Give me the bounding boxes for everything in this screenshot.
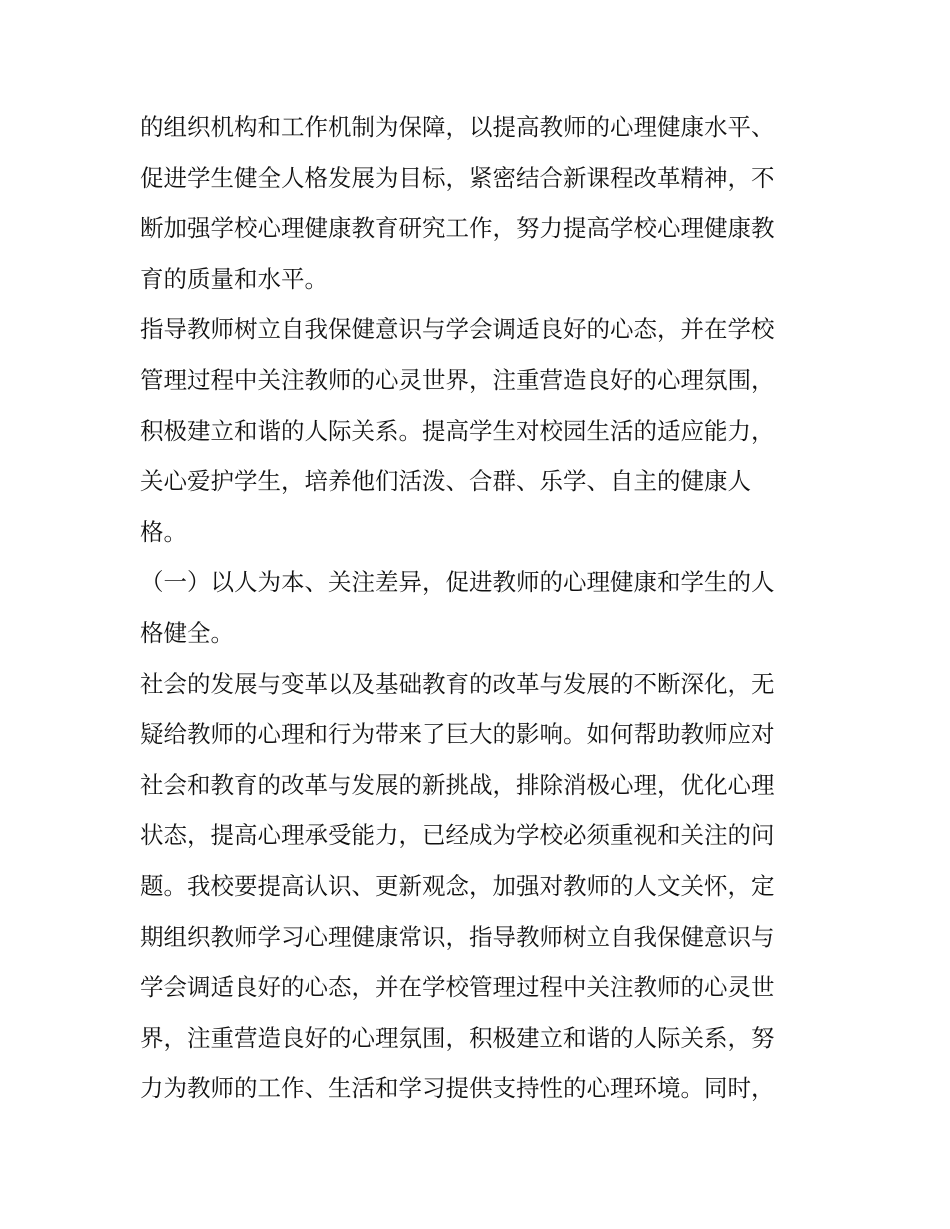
text-line: 社会的发展与变革以及基础教育的改革与发展的不断深化，无: [140, 669, 775, 698]
section-heading-line: （一）以人为本、关注差异，促进教师的心理健康和学生的人: [140, 568, 775, 597]
text-line: 期组织教师学习心理健康常识，指导教师树立自我保健意识与: [140, 922, 775, 951]
text-line: 断加强学校心理健康教育研究工作，努力提高学校心理健康教: [140, 214, 775, 243]
text-line: 格。: [140, 517, 187, 546]
text-line: 界，注重营造良好的心理氛围，积极建立和谐的人际关系，努: [140, 1023, 775, 1052]
text-line: 积极建立和谐的人际关系。提高学生对校园生活的适应能力，: [140, 416, 775, 445]
text-line: 社会和教育的改革与发展的新挑战，排除消极心理，优化心理: [140, 770, 775, 799]
section-heading-line: 格健全。: [140, 618, 234, 647]
text-line: 题。我校要提高认识、更新观念，加强对教师的人文关怀，定: [140, 871, 775, 900]
text-line: 的组织机构和工作机制为保障，以提高教师的心理健康水平、: [140, 113, 775, 141]
text-line: 状态，提高心理承受能力，已经成为学校必须重视和关注的问: [140, 821, 775, 850]
text-line: 促进学生健全人格发展为目标，紧密结合新课程改革精神，不: [140, 163, 775, 192]
text-line: 力为教师的工作、生活和学习提供支持性的心理环境。同时，: [140, 1074, 775, 1103]
document-body: [140, 102, 820, 1114]
text-line: 疑给教师的心理和行为带来了巨大的影响。如何帮助教师应对: [140, 720, 775, 749]
text-line: 关心爱护学生，培养他们活泼、合群、乐学、自主的健康人: [140, 467, 751, 496]
text-line: 学会调适良好的心态，并在学校管理过程中关注教师的心灵世: [140, 973, 775, 1002]
text-line: 管理过程中关注教师的心灵世界，注重营造良好的心理氛围，: [140, 365, 775, 394]
text-line: 指导教师树立自我保健意识与学会调适良好的心态，并在学校: [140, 315, 775, 344]
text-line: 育的质量和水平。: [140, 264, 328, 293]
